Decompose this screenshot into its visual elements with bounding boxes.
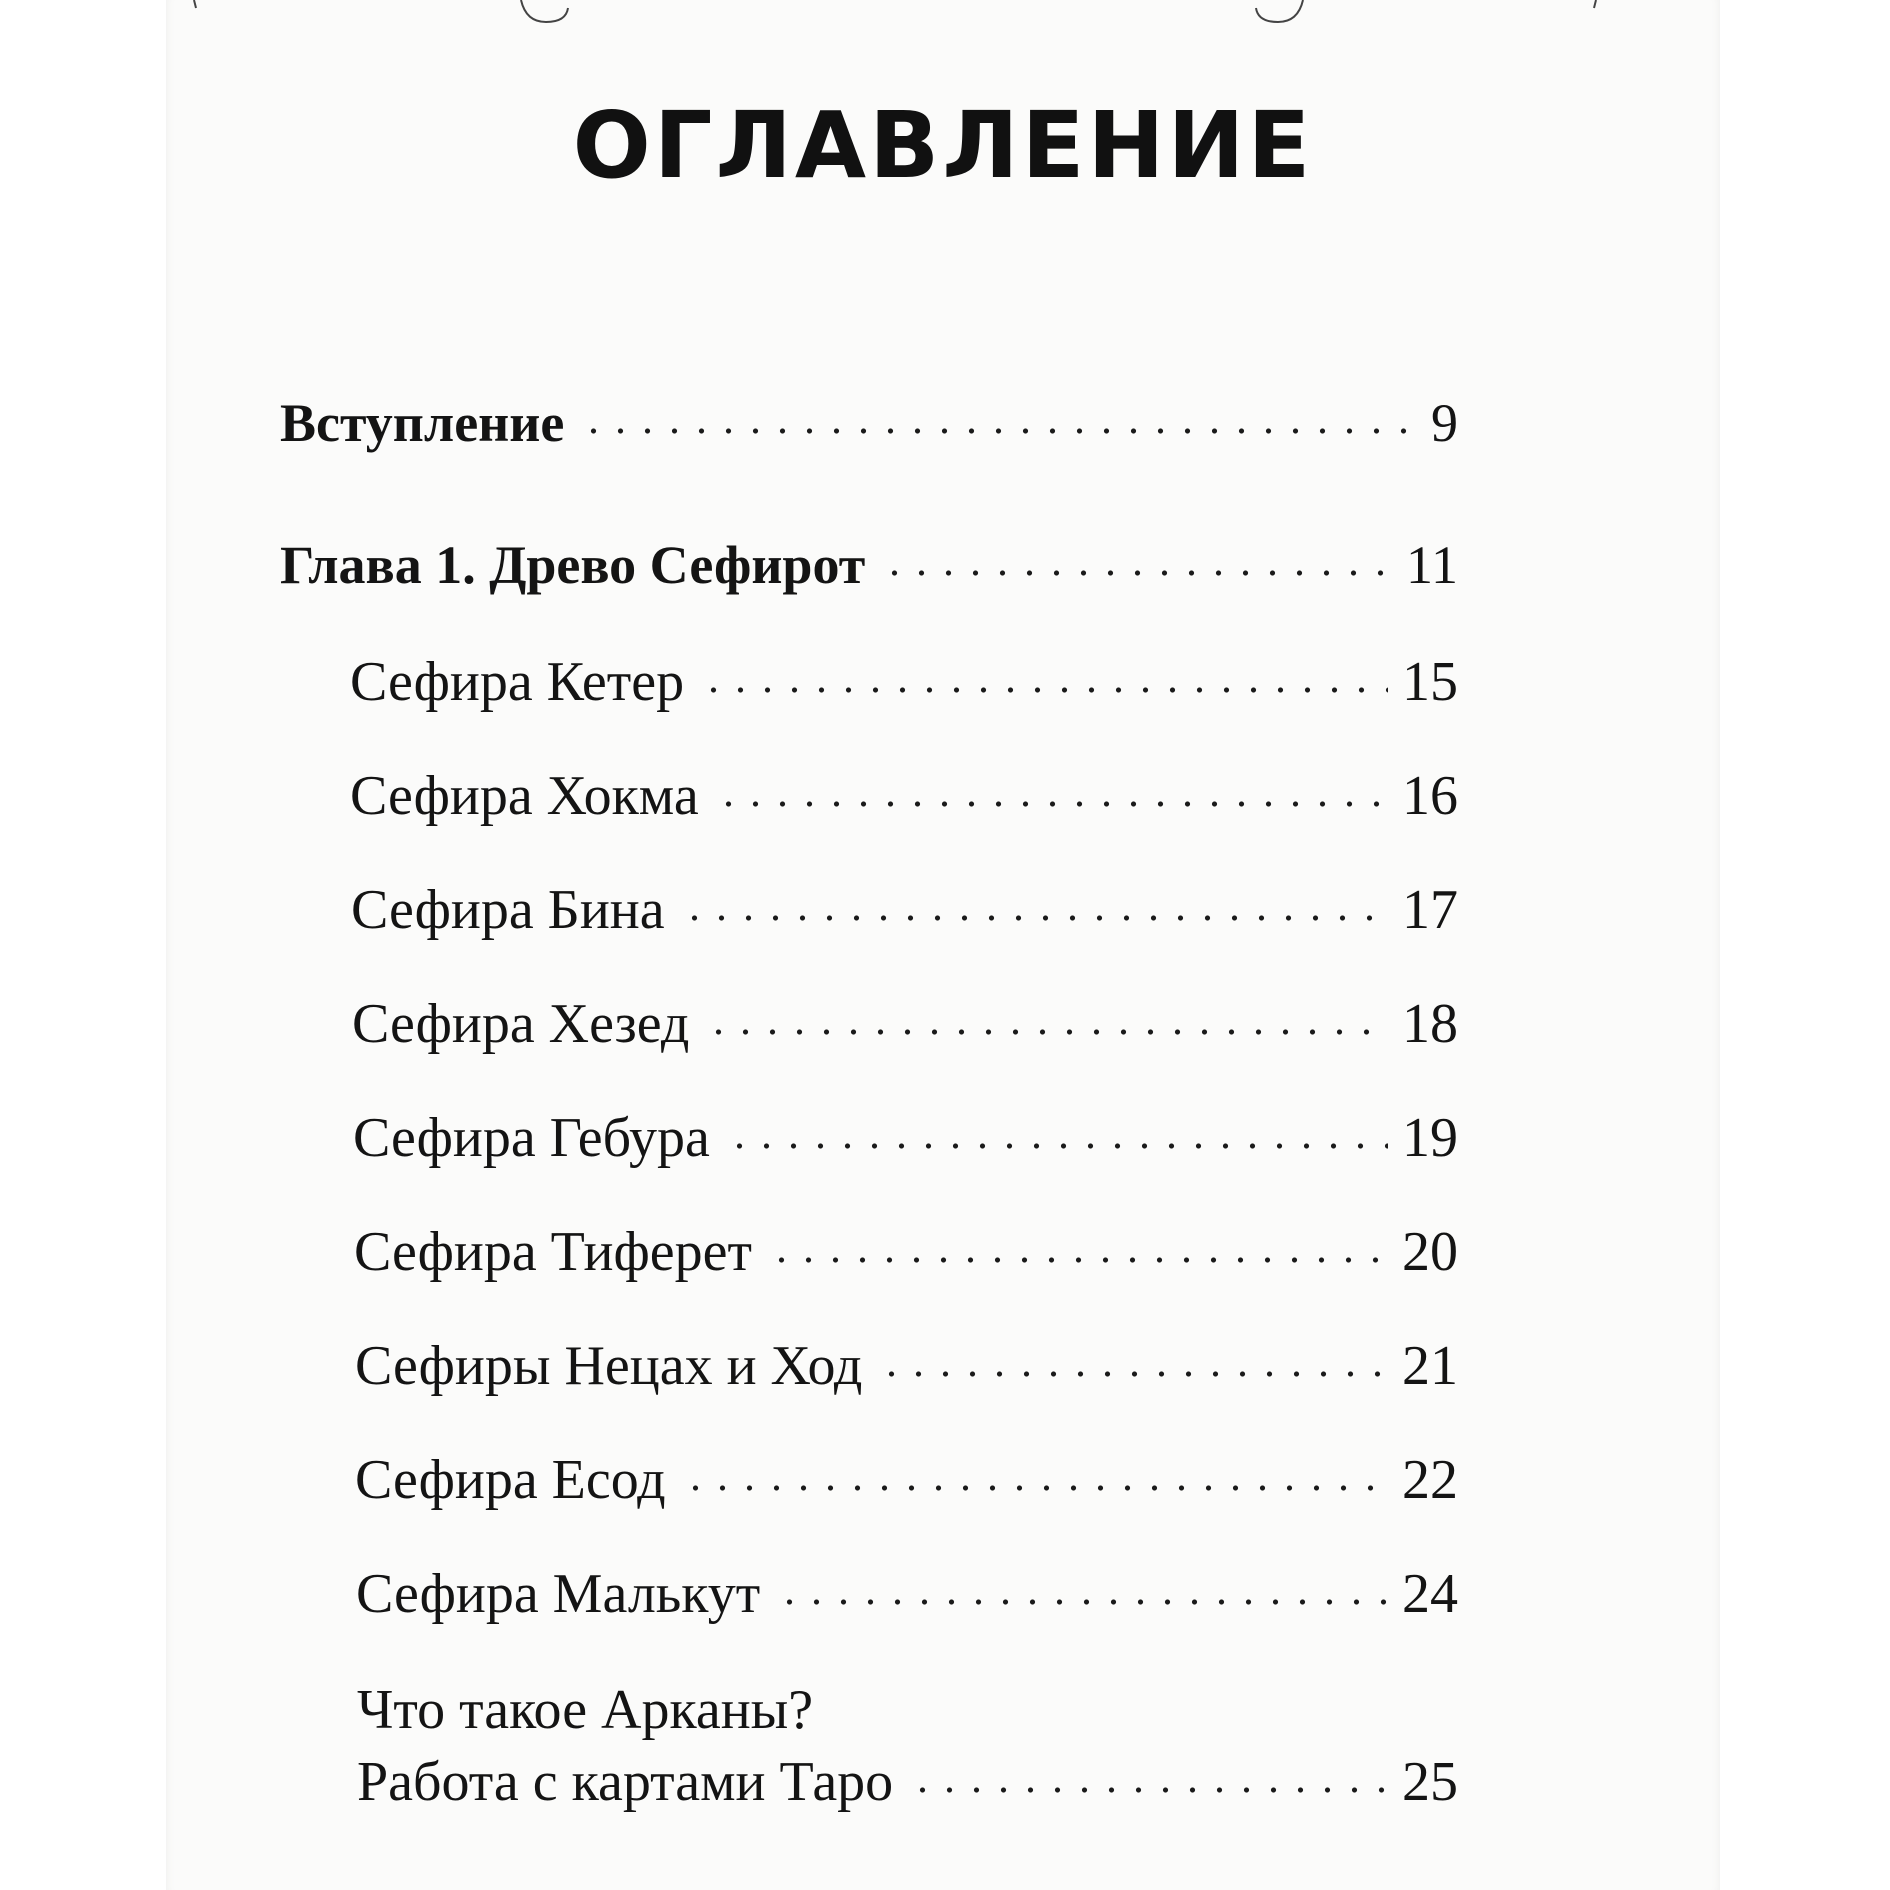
toc-entry-hezed <box>352 993 1458 1055</box>
toc-entry-page: 20 <box>1402 1221 1458 1283</box>
toc-entry-gebura <box>353 1107 1458 1169</box>
toc-entry-page: 22 <box>1402 1449 1458 1511</box>
dot-leader <box>909 1784 1388 1796</box>
dot-leader <box>776 1596 1388 1608</box>
toc-entry-title: Сефира Кетер <box>350 651 685 713</box>
toc-entry-introduction <box>280 393 1458 453</box>
toc-entry-title: Сефиры Нецах и Ход <box>355 1335 863 1397</box>
toc-entry-netsah-hod <box>355 1335 1458 1397</box>
toc-entry-title: Сефира Хокма <box>350 765 699 827</box>
toc-entry-title: Вступление <box>280 393 565 453</box>
toc-entry-page: 25 <box>1402 1751 1458 1813</box>
dot-leader <box>682 1482 1388 1494</box>
toc-entry-page: 18 <box>1402 993 1458 1055</box>
toc-entry-page: 17 <box>1402 879 1458 941</box>
toc-entry-hokma <box>350 765 1458 827</box>
toc-entry-title: Сефира Малькут <box>356 1563 761 1625</box>
toc-entry-title: Сефира Тиферет <box>354 1221 752 1283</box>
toc-entry-malkut <box>356 1563 1458 1625</box>
toc-entry-chapter-1 <box>280 535 1458 595</box>
toc-entry-page: 11 <box>1406 535 1458 595</box>
toc-entry-title: Глава 1. Древо Сефирот <box>280 535 866 595</box>
toc-entry-title: Сефира Бина <box>351 879 665 941</box>
dot-leader <box>881 567 1392 579</box>
toc-entry-title: Работа с картами Таро <box>357 1751 894 1813</box>
dot-leader <box>878 1368 1388 1380</box>
toc-entry-page: 15 <box>1402 651 1458 713</box>
dot-leader <box>768 1254 1388 1266</box>
dot-leader <box>681 912 1388 924</box>
toc-entry-tiferet <box>354 1221 1458 1283</box>
toc-entry-yesod <box>355 1449 1458 1511</box>
toc-entry-page: 16 <box>1402 765 1458 827</box>
book-page <box>166 0 1720 1890</box>
toc-entry-bina <box>351 879 1458 941</box>
page-title: ОГЛАВЛЕНИЕ <box>572 92 1314 199</box>
toc-entry-title: Сефира Есод <box>355 1449 666 1511</box>
toc-entry-arcana <box>357 1751 1458 1813</box>
table-of-contents <box>166 0 1720 1890</box>
dot-leader <box>705 1026 1388 1038</box>
dot-leader <box>726 1140 1388 1152</box>
toc-entry-arcana-line1: Что такое Арканы? <box>357 1679 814 1741</box>
toc-entry-title: Сефира Гебура <box>353 1107 710 1169</box>
dot-leader <box>580 425 1417 437</box>
toc-entry-page: 9 <box>1431 393 1458 453</box>
toc-entry-keter <box>350 651 1458 713</box>
dot-leader <box>700 684 1388 696</box>
toc-entry-page: 21 <box>1402 1335 1458 1397</box>
toc-entry-page: 24 <box>1402 1563 1458 1625</box>
dot-leader <box>715 798 1388 810</box>
toc-entry-page: 19 <box>1402 1107 1458 1169</box>
toc-entry-title: Сефира Хезед <box>352 993 690 1055</box>
